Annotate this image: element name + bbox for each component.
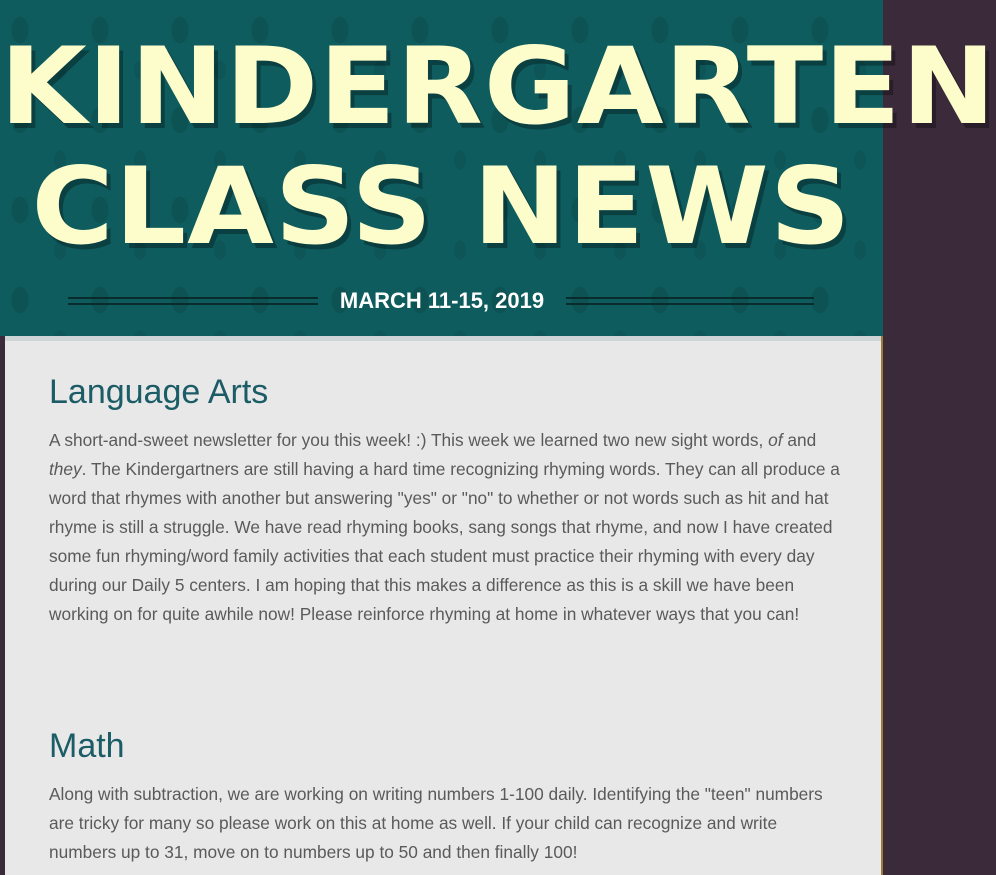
date-rule-right [566, 297, 814, 305]
section-text-math: Along with subtraction, we are working on writing numbers 1-100 daily. Identifying the "teen" numbers are tricky for many so please work on this at home as well. If your child can recognize and write numbers up to 31, move on to numbers up to 50 and then finally 100! [49, 784, 823, 862]
background-edge [881, 336, 883, 875]
date-rule-left [68, 297, 318, 305]
sight-word-they: they [49, 459, 82, 479]
date-banner [0, 283, 883, 323]
newsletter-content [5, 336, 881, 875]
title-line-2: CLASS NEWS [31, 145, 852, 269]
language-arts-and: and [787, 430, 817, 450]
language-arts-text-part2: . The Kindergartners are still having a hard time recognizing rhyming words. They can all produce a word that rhymes with another but answering "yes" or "no" to whether or not words such as hit and hat rhyme is still a struggle. We have read rhyming books, sang songs that rhyme, and now I have created some fun rhyming/word family activities that each student must practice their rhyming with every day during our Daily 5 centers. I am hoping that this makes a difference as this is a skill we have been working on for quite awhile now! Please reinforce rhyming at home in whatever ways that you can! [49, 459, 840, 624]
section-text-language-arts [49, 426, 849, 629]
section-title-language-arts: Language Arts [49, 373, 269, 411]
section-title-math: Math [49, 727, 125, 765]
language-arts-text-part1: A short-and-sweet newsletter for you this week! :) This week we learned two new sight words, [49, 430, 764, 450]
sight-word-of: of [768, 430, 783, 450]
title-line-1: KINDERGARTEN [0, 25, 996, 149]
newsletter-date: MARCH 11-15, 2019 [339, 288, 545, 313]
newsletter-header [0, 0, 996, 336]
